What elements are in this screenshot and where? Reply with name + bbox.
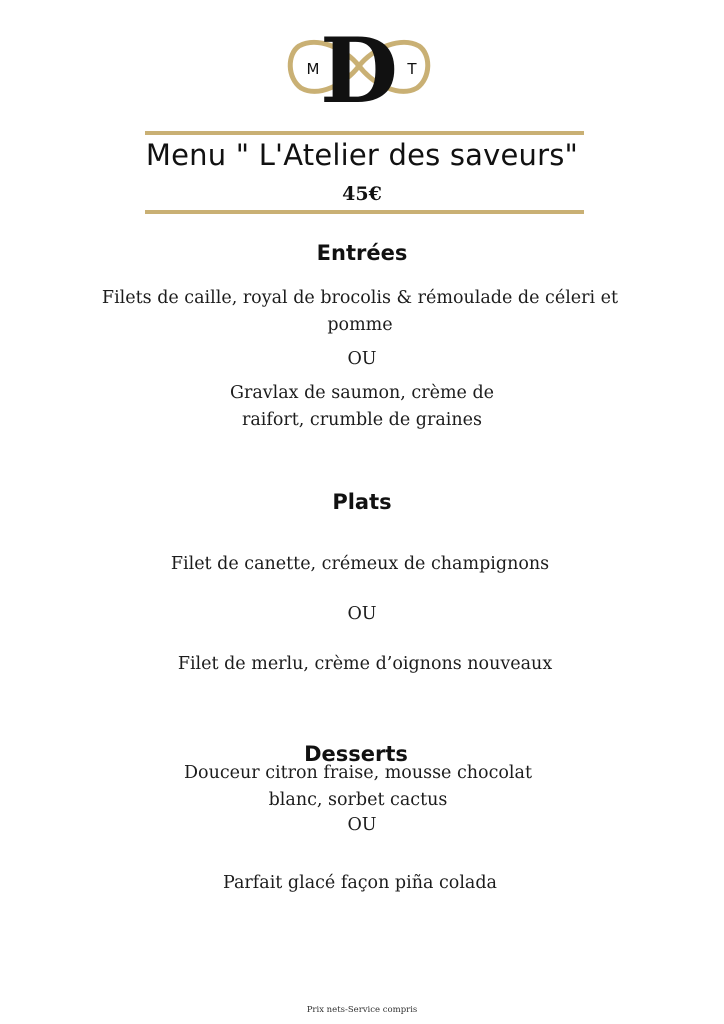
header-top-rule [145, 131, 584, 135]
entree-dish-1: Filets de caille, royal de brocolis & rémoulade de céleri et pomme [101, 288, 619, 335]
section-title-entrees: Entrées [316, 241, 408, 265]
entree-dish-2: Gravlax de saumon, crème de raifort, crumble de graines [229, 383, 495, 430]
menu-price: 45€ [342, 183, 382, 205]
logo-right-letter: T [407, 60, 417, 78]
section-title-desserts: Desserts [304, 742, 408, 766]
logo-left-letter: M [306, 60, 320, 78]
plat-dish-2: Filet de merlu, crème d’oignons nouveaux [177, 654, 553, 674]
dessert-dish-1: Douceur citron fraise, mousse chocolat blanc, sorbet cactus [184, 763, 532, 810]
menu-title: Menu " L'Atelier des saveurs" [145, 138, 579, 172]
logo-big-letter: D [319, 22, 399, 110]
plat-dish-1: Filet de canette, crémeux de champignons [170, 554, 550, 574]
dessert-dish-2: Parfait glacé façon piña colada [223, 873, 497, 893]
dessert-or-separator: OU [347, 815, 377, 835]
section-title-plats: Plats [332, 490, 392, 514]
restaurant-logo [287, 22, 431, 110]
header-bottom-rule [145, 210, 584, 214]
entree-or-separator: OU [347, 349, 377, 369]
footer-note: Prix nets-Service compris [306, 1005, 418, 1015]
plat-or-separator: OU [347, 604, 377, 624]
